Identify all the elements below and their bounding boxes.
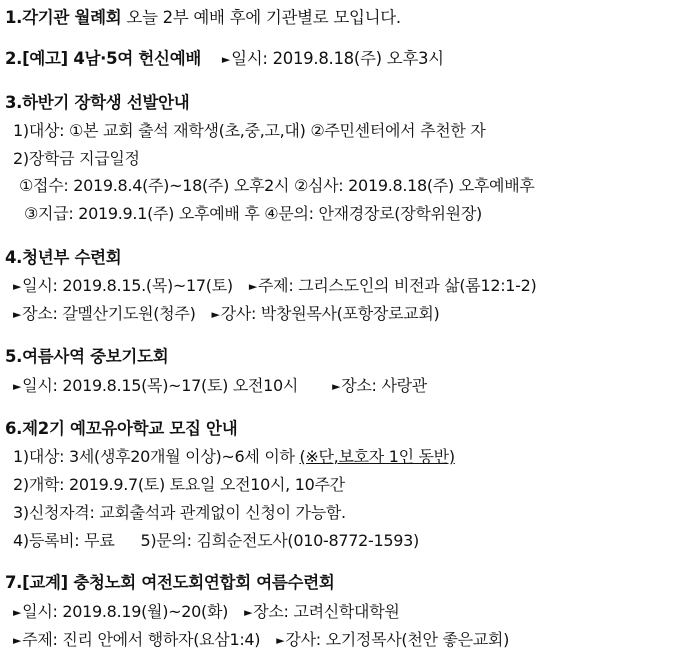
notice-3-target: 1)대상: ①본 교회 출석 재학생(초,중,고,대) ②주민센터에서 추천한 자	[13, 121, 486, 140]
triangle-right-icon: ►	[13, 634, 22, 647]
notice-7-speaker-label: 강사:	[285, 630, 326, 649]
triangle-right-icon: ►	[248, 280, 258, 293]
notice-3-schedule: 2)장학금 지급일정	[13, 149, 140, 168]
notice-5-place-label: 장소:	[341, 376, 382, 395]
bulletin-notices	[5, 0, 685, 660]
notice-6-fee: 4)등록비: 무료	[13, 531, 115, 550]
notice-5-title: 여름사역 중보기도회	[22, 347, 169, 366]
notice-3-title: 하반기 장학생 선발안내	[22, 93, 190, 112]
notice-3-payment: ③지급: 2019.9.1(주) 오후예배 후 ④문의: 안재경장로(장학위원장)	[24, 204, 482, 223]
notice-4-heading	[5, 247, 121, 269]
notice-5-number: 5.	[5, 347, 23, 366]
notice-4-theme: 그리스도인의 비전과 삶(롬12:1-2)	[298, 276, 537, 295]
notice-3-reception: ①접수: 2019.8.4(주)~18(주) 오후2시 ②심사: 2019.8.18(주) 오후예배후	[19, 176, 535, 195]
notice-7-theme-label: 주제:	[22, 630, 63, 649]
notice-3-number: 3.	[5, 93, 23, 112]
notice-6-eligibility: 3)신청자격: 교회출석과 관계없이 신청이 가능함.	[13, 503, 346, 522]
notice-4-number: 4.	[5, 248, 23, 267]
notice-4-date: 2019.8.15.(목)~17(토)	[62, 276, 233, 295]
notice-6-number: 6.	[5, 419, 23, 438]
triangle-right-icon: ►	[13, 606, 22, 619]
notice-1	[5, 7, 401, 29]
triangle-right-icon: ►	[13, 280, 22, 293]
notice-5-line-1	[13, 375, 427, 398]
notice-6-title: 제2기 예꼬유아학교 모집 안내	[22, 419, 238, 438]
notice-4-line-2	[13, 303, 440, 326]
triangle-right-icon: ►	[211, 308, 220, 321]
notice-4-title: 청년부 수련회	[22, 248, 122, 267]
notice-7-date-label: 일시:	[22, 602, 63, 621]
triangle-right-icon: ►	[332, 380, 341, 393]
notice-3-heading	[5, 92, 189, 114]
notice-6-opening: 2)개학: 2019.9.7(토) 토요일 오전10시, 10주간	[13, 475, 345, 494]
notice-5-date: 2019.8.15(목)~17(토) 오전10시	[62, 376, 299, 395]
notice-4-place-label: 장소:	[22, 304, 63, 323]
notice-6-guardian-note: (※단,보호자 1인 동반)	[299, 447, 455, 466]
notice-1-text: 오늘 2부 예배 후에 기관별로 모입니다.	[126, 8, 401, 27]
notice-6-heading	[5, 418, 237, 440]
notice-1-number: 1.	[5, 8, 23, 27]
notice-7-line-1	[13, 601, 400, 624]
triangle-right-icon: ►	[13, 308, 22, 321]
notice-6-fee-contact	[13, 530, 419, 552]
notice-7-number: 7.	[5, 573, 23, 592]
notice-1-title: 각기관 월례회	[22, 8, 122, 27]
notice-7-line-2	[13, 629, 509, 652]
notice-2-title: [예고] 4남·5여 헌신예배	[22, 49, 201, 68]
notice-4-speaker-label: 강사:	[220, 304, 261, 323]
notice-5-heading	[5, 346, 168, 368]
notice-7-speaker: 오기정목사(천안 좋은교회)	[325, 630, 510, 649]
notice-2-number: 2.	[5, 49, 23, 68]
triangle-right-icon: ►	[276, 634, 285, 647]
notice-7-place-label: 장소:	[253, 602, 294, 621]
notice-4-line-1	[13, 275, 536, 298]
notice-6-contact: 5)문의: 김희순전도사(010-8772-1593)	[140, 531, 419, 550]
notice-4-date-label: 일시:	[22, 276, 63, 295]
notice-6-target-text: 1)대상: 3세(생후20개월 이상)~6세 이하	[13, 447, 295, 466]
notice-7-date: 2019.8.19(월)~20(화)	[62, 602, 229, 621]
notice-7-title: [교계] 충청노회 여전도회연합회 여름수련회	[22, 573, 335, 592]
notice-6-target	[13, 446, 455, 468]
triangle-right-icon: ►	[244, 606, 253, 619]
notice-4-place: 갈멜산기도원(청주)	[62, 304, 196, 323]
notice-5-date-label: 일시:	[22, 376, 63, 395]
notice-7-place: 고려신학대학원	[293, 602, 400, 621]
notice-2	[5, 48, 444, 71]
notice-5-place: 사랑관	[381, 376, 427, 395]
notice-7-heading	[5, 572, 334, 594]
triangle-right-icon: ►	[13, 380, 22, 393]
notice-2-date-label: 일시:	[231, 49, 273, 68]
notice-4-theme-label: 주제:	[258, 276, 299, 295]
notice-4-speaker: 박창원목사(포항장로교회)	[260, 304, 440, 323]
notice-2-date: 2019.8.18(주) 오후3시	[272, 49, 444, 68]
triangle-right-icon: ►	[221, 53, 231, 66]
notice-7-theme: 진리 안에서 행하자(요삼1:4)	[62, 630, 261, 649]
